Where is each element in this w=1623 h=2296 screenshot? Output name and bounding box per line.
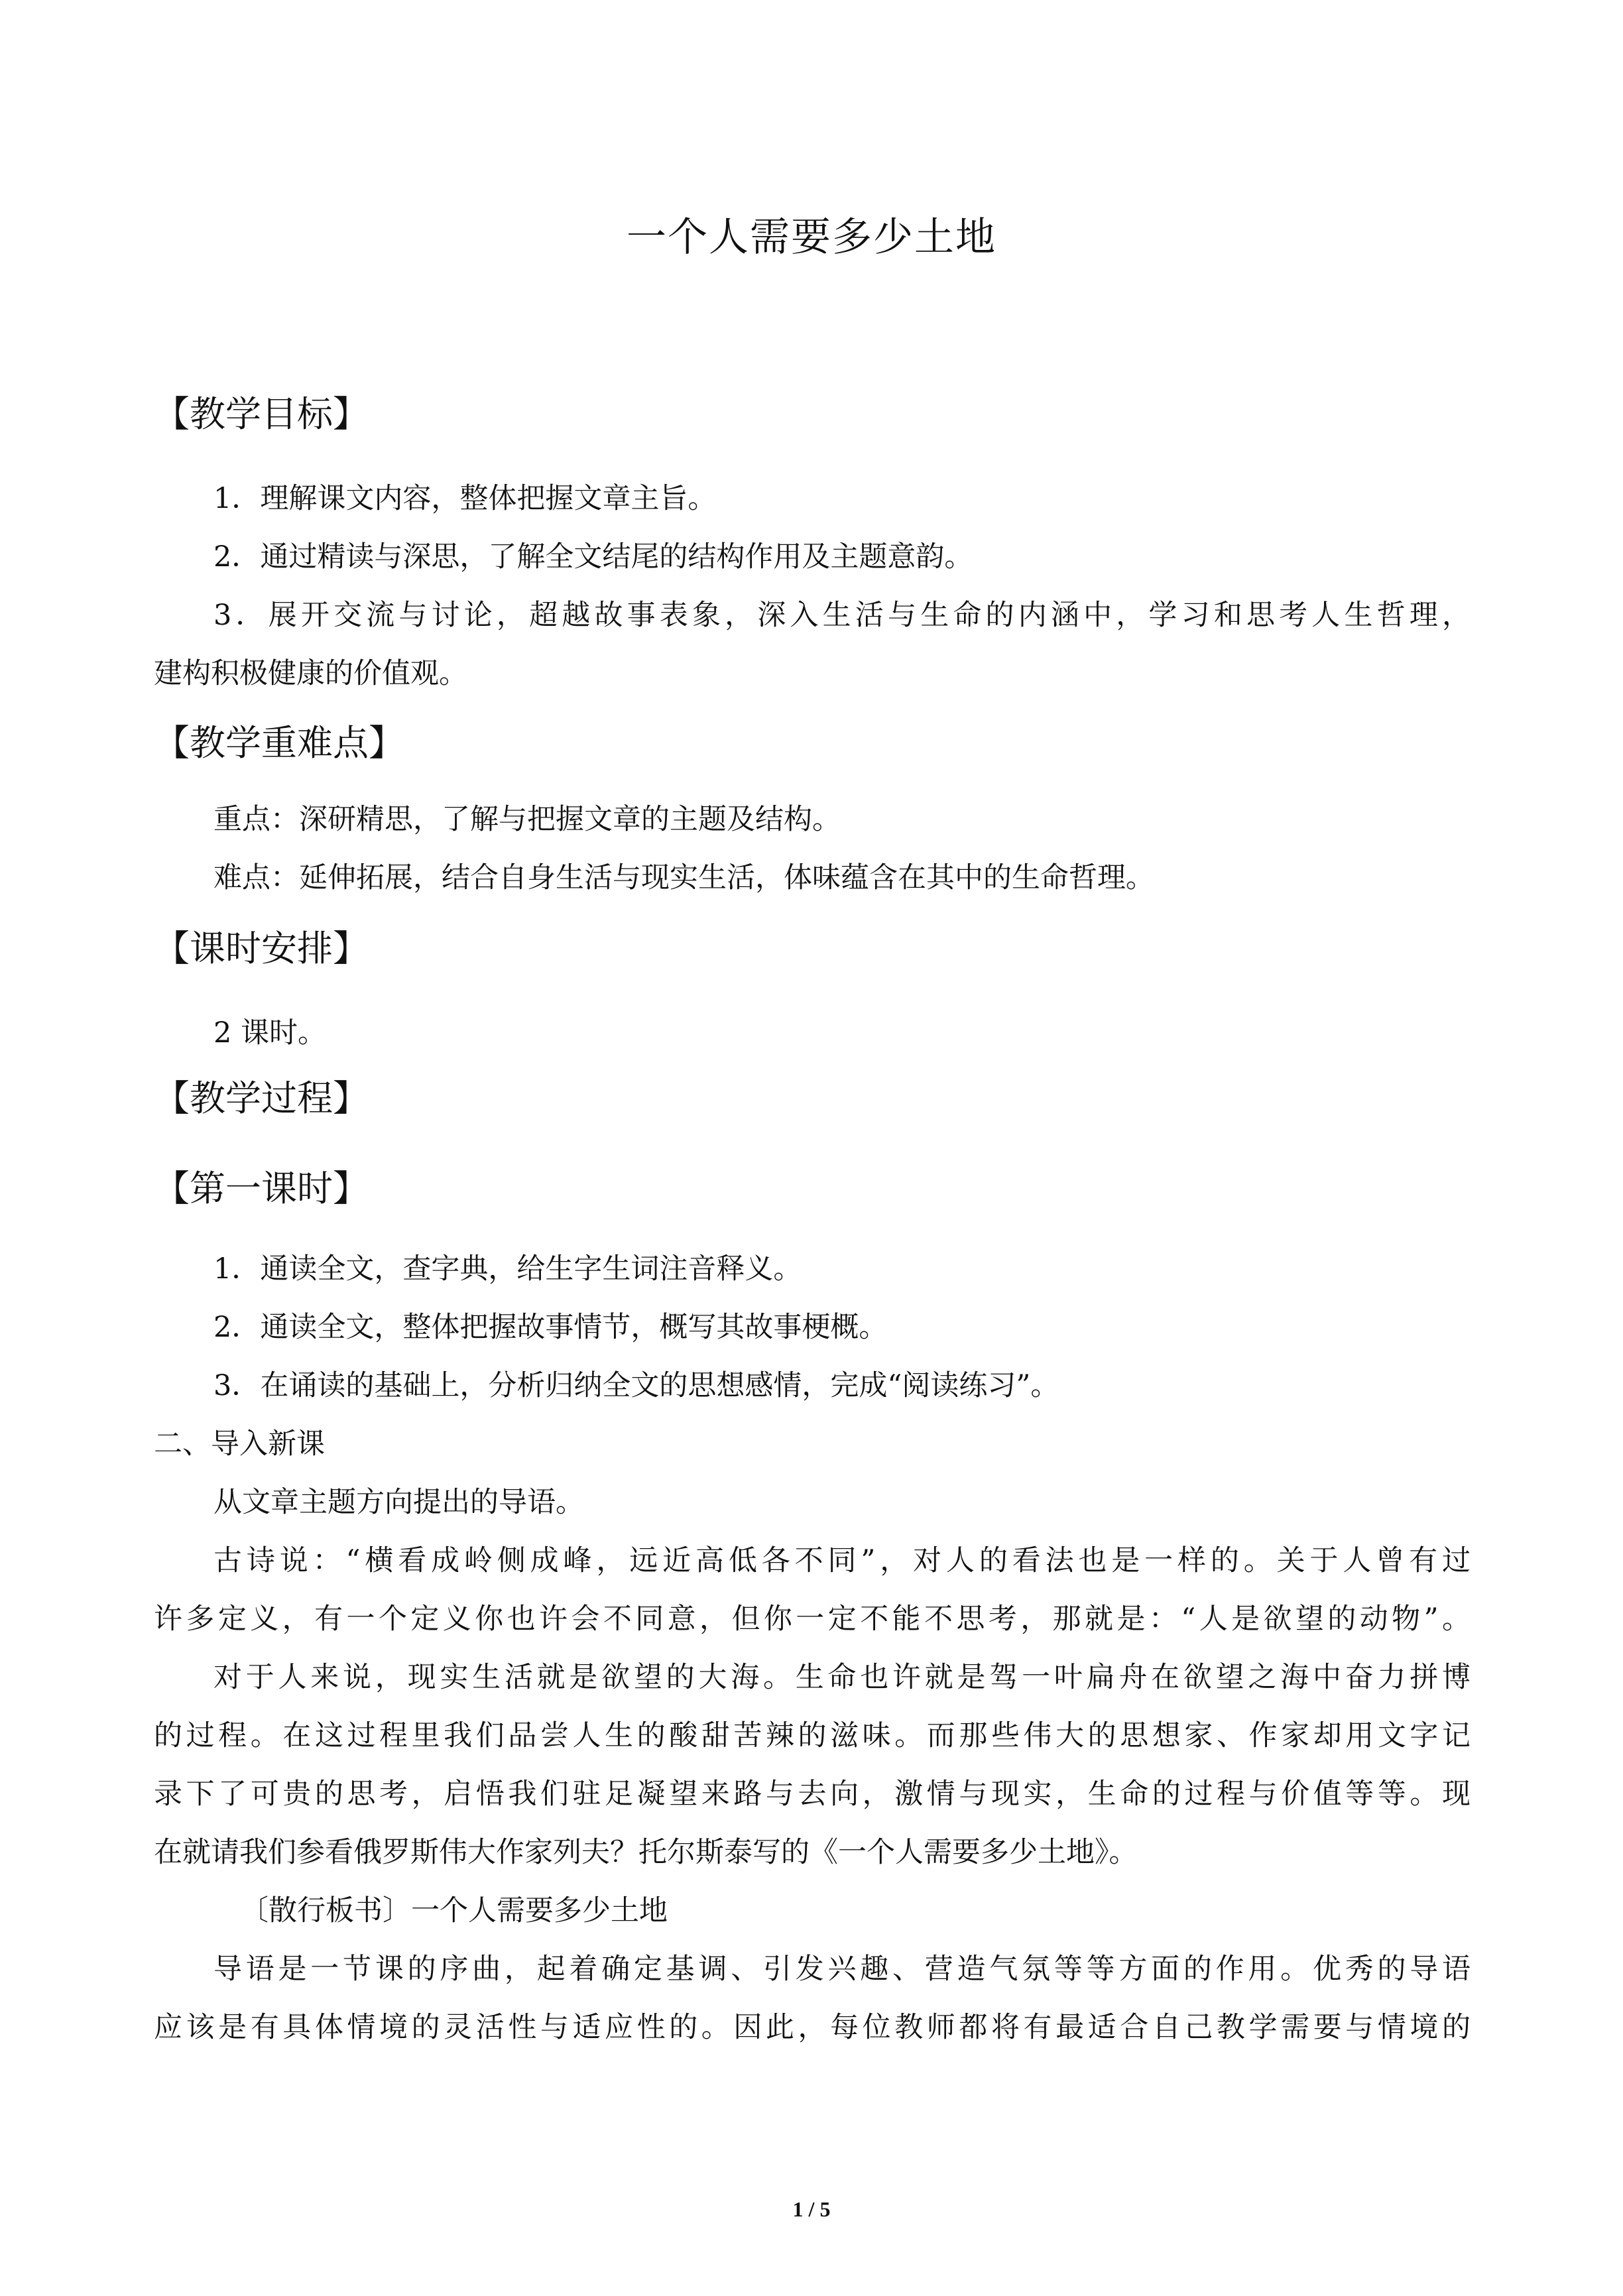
first-lesson-item-2: 2．通读全文，整体把握故事情节，概写其故事梗概。 <box>213 1311 888 1344</box>
page-number: 1 / 5 <box>792 2197 831 2221</box>
document-title: 一个人需要多少土地 <box>627 214 996 261</box>
difficult-point-item: 难点：延伸拓展，结合自身生活与现实生活，体味蕴含在其中的生命哲理。 <box>213 861 1154 894</box>
section-heading-teaching-goals: 【教学目标】 <box>154 393 369 435</box>
board-note-line: 〔散行板书〕一个人需要多少土地 <box>240 1894 668 1927</box>
goal-item-1: 1．理解课文内容，整体把握文章主旨。 <box>213 482 717 515</box>
paragraph-line: 导语是一节课的序曲，起着确定基调、引发兴趣、营造气氛等等方面的作用。优秀的导语 <box>213 1953 1471 1986</box>
paragraph-line: 许多定义，有一个定义你也许会不同意，但你一定不能不思考，那就是：“人是欲望的动物”。 <box>154 1602 1471 1636</box>
goal-item-3-continued: 建构积极健康的价值观。 <box>154 657 467 690</box>
section-heading-first-lesson: 【第一课时】 <box>154 1168 369 1209</box>
schedule-item: 2 课时。 <box>213 1016 327 1050</box>
first-lesson-item-1: 1．通读全文，查字典，给生字生词注音释义。 <box>213 1252 802 1286</box>
paragraph-line: 从文章主题方向提出的导语。 <box>213 1486 584 1519</box>
goal-item-2: 2．通过精读与深思，了解全文结尾的结构作用及主题意韵。 <box>213 540 973 574</box>
paragraph-line: 在就请我们参看俄罗斯伟大作家列夫？托尔斯泰写的《一个人需要多少土地》。 <box>154 1836 1138 1869</box>
section-heading-schedule: 【课时安排】 <box>154 928 369 969</box>
paragraph-line: 应该是有具体情境的灵活性与适应性的。因此，每位教师都将有最适合自己教学需要与情境的 <box>154 2011 1471 2044</box>
section-heading-process: 【教学过程】 <box>154 1077 369 1119</box>
section-heading-key-points: 【教学重难点】 <box>154 722 404 764</box>
key-point-item: 重点：深研精思，了解与把握文章的主题及结构。 <box>213 803 841 836</box>
paragraph-line: 古诗说：“横看成岭侧成峰，远近高低各不同”，对人的看法也是一样的。关于人曾有过 <box>213 1544 1471 1577</box>
paragraph-line: 对于人来说，现实生活就是欲望的大海。生命也许就是驾一叶扁舟在欲望之海中奋力拼博 <box>213 1661 1471 1694</box>
paragraph-line: 录下了可贵的思考，启悟我们驻足凝望来路与去向，激情与现实，生命的过程与价值等等。现 <box>154 1778 1471 1811</box>
goal-item-3: 3．展开交流与讨论，超越故事表象，深入生活与生命的内涵中，学习和思考人生哲理， <box>213 599 1471 632</box>
paragraph-line: 的过程。在这过程里我们品尝人生的酸甜苦辣的滋味。而那些伟大的思想家、作家却用文字记 <box>154 1719 1471 1752</box>
first-lesson-item-3: 3．在诵读的基础上，分析归纳全文的思想感情，完成“阅读练习”。 <box>213 1369 1059 1402</box>
subsection-heading-intro: 二、导入新课 <box>154 1427 325 1461</box>
